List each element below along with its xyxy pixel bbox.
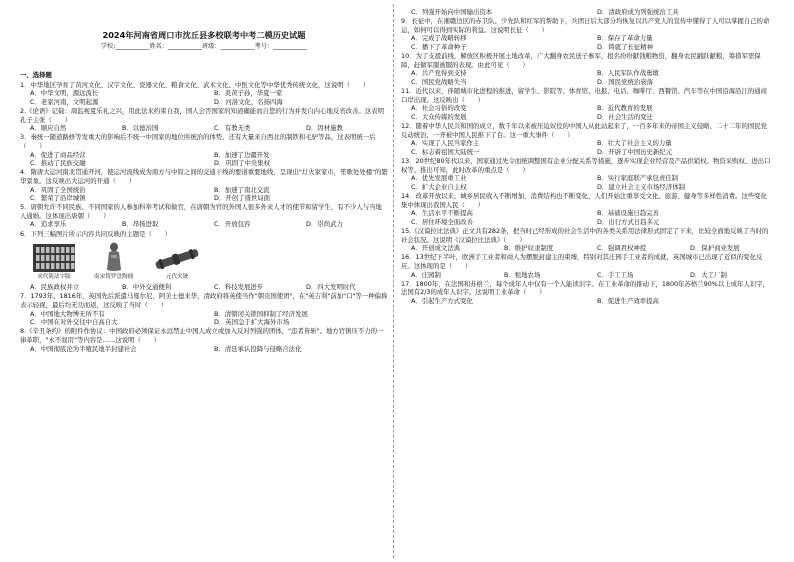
left-question-list [20, 81, 388, 354]
question-stem: 15.《汉谟拉比法典》正文共有282条，把当时已经形成的社会生活中的各类关系用法律形式固定了下来，比较全面地反映了当时的社会状况。这说明《汉谟拉比法典》（ ） [401, 227, 769, 244]
answer-option: D．大工厂制 [690, 270, 727, 279]
answer-option: A．生活水平不断提高 [411, 209, 473, 218]
answer-option: A．庄园制 [411, 270, 441, 279]
answer-option: B．炎黄子孙，华夏一家 [214, 89, 283, 98]
answer-option: C．有教无类 [214, 124, 251, 133]
answer-option: D．建立社会主义市场经济体制 [597, 182, 685, 191]
answer-option: B．租地农场 [504, 270, 541, 279]
section-heading: 一、选择题 [20, 71, 52, 79]
answer-option: A．中国地大物博无所不有 [30, 309, 105, 318]
answer-option: C．手工工场 [597, 270, 634, 279]
question [401, 8, 773, 17]
answer-option: B．人民军队作战勇敢 [597, 69, 659, 78]
question [401, 87, 773, 121]
question-stem: 12．随着中华人民共和国的成立，数千年以来被压迫奴役的中国人从此站起来了，一百多年来的帝国主义侵略、二十二年的国民党反动统治，一齐被中国人民推下了台。这一重大事件（ ） [401, 122, 768, 139]
answer-option: A．促进了商品经营 [30, 150, 86, 159]
option-list [401, 69, 773, 86]
option-list [20, 186, 388, 203]
answer-option: A．中国彻底沦为半殖民地半封建社会 [30, 344, 137, 353]
answer-option: A．开创成文法典 [411, 244, 461, 253]
answer-option: B．近代教育的发展 [597, 104, 653, 113]
answer-option: A．实现了人民当家作主 [411, 139, 480, 148]
question [20, 168, 388, 202]
answer-option: C．繁荣了沿岸城镇 [30, 194, 86, 203]
student-info-line: 学校:___________姓名：___________班级：___________考号：___________ [100, 43, 308, 50]
answer-option: C．大众传媒的发展 [411, 112, 467, 121]
figure-caption: 宋代简法字版 [37, 274, 71, 281]
question [401, 280, 773, 306]
answer-option: B．实行家庭联产承包责任制 [597, 174, 679, 183]
option-list [20, 310, 388, 327]
figure-caption: 南宋铸罗盘陶俑 [94, 274, 134, 281]
answer-option: C．播下了革命种子 [411, 42, 467, 51]
question [401, 17, 773, 51]
answer-option: A．共产党得到支持 [411, 69, 467, 78]
figure [151, 245, 203, 281]
left-column [20, 8, 388, 556]
answer-option: D．社会生活的变迁 [597, 112, 654, 121]
question-stem: 14．改革开放以来，城乡居民收入不断增加，消费结构也不断变化，人们开始注重享受文化、旅游、健身等多样性消费。这些变化集中体现出我国人民（ ） [401, 192, 768, 209]
question [401, 227, 773, 253]
option-list [401, 297, 773, 306]
figure-row [32, 241, 388, 281]
option-list [20, 283, 388, 292]
question [401, 52, 773, 86]
option-list [401, 104, 773, 121]
answer-option: A．中华文明，源远流长 [30, 89, 99, 98]
answer-option: D．开创了盛世局面 [214, 194, 271, 203]
question-stem: 17．1800年，在法国和苏格兰，每个成年人中仅有一个人能读识字。在工业革命的推动下，1800年苏格兰90%以上成年人识字，法国有2/3的成年人识字。这说明工业革命（ ） [401, 279, 770, 297]
answer-option: A．顺应自然 [30, 124, 67, 133]
answer-option: C．开放包容 [214, 220, 251, 229]
question-stem: 2.《论语》记载：周监视夏乐礼之兴，用此法来约束自我，国人会否国家的知道确能而自您的行为并发自内心地反省改善。这表明孔子主张（ ） [20, 106, 384, 124]
answer-option: D．河洛文化，名扬四海 [214, 97, 283, 106]
option-list [20, 124, 388, 133]
question-stem: 7．1793年、1816年，英国先后派遣马戛尔尼、阿美士德来华，清政府将英使当作"朝贡国使团"，在"英吉利"前加"口"等一种偏称表示轻视，最后均无功而返，这反映了当时（ ） [20, 292, 388, 310]
answer-option: B．昂扬进取 [122, 220, 159, 229]
question [401, 122, 773, 156]
question-stem: 9．长征中，在湘赣边区的赤卫队、少先队和红军的帮助下，兵团日后大部分均恢复以共产党人的宣传中懂得了人可以掌握自己的命运，如何可以得到实际的利益。这说明长征（ ） [401, 17, 770, 34]
question [20, 327, 388, 353]
artifact-image [101, 241, 127, 273]
answer-option: A．完成了战略转移 [411, 34, 467, 43]
answer-option: C．科技发展进步 [214, 283, 264, 292]
answer-option: B．维护奴隶制度 [504, 244, 554, 253]
answer-option: C．中国在对外交往中自高自大 [30, 318, 118, 327]
right-question-list [401, 8, 773, 306]
answer-option: A．优先发展重工业 [411, 174, 467, 183]
question-stem: 1．中华地区孕育了黄河文化、汉字文化、瓷器文化、粮食文化、武术文化、中医文化等中华优秀传统文化，这说明（ ） [20, 80, 370, 89]
answer-option: D．开辟了中国历史新纪元 [597, 147, 673, 156]
question-stem: 3．秦统一随道路修等发重大的影响后不统一中国家的地位所统治的体势，还有大量来自西北的制铁和毛驴等品，这表明统一后（ ） [20, 133, 376, 150]
answer-option: A．引起生产方式变化 [411, 296, 473, 305]
answer-option: B．中外交通便利 [122, 283, 172, 292]
question [20, 107, 388, 133]
answer-option: A．社会习俗的改变 [411, 104, 467, 113]
answer-option: B．基础设施日趋完善 [597, 209, 659, 218]
question [20, 81, 388, 107]
question-stem: 10．为了支援前线，解放区积极开展土地改革，广大翻身农民送子参军，报名纷纷献钱粮物资，翻身农民踊跃献粮，筹措军需保障，赶做军服被服的表现。由此可见（ ） [401, 52, 761, 69]
option-list [20, 89, 388, 106]
question [20, 230, 388, 292]
question-stem: 11．近代以来，伴随城市化进程的推进，留学生、影院等、体育馆、电报、电话、咖啡厅、西餐馆、汽车等在中国沿海沿江的通商口岸出现。这反映出（ ） [401, 87, 768, 104]
answer-option: B．保存了革命力量 [597, 34, 653, 43]
answer-option: B．加速了南北交流 [214, 185, 270, 194]
answer-option: B．以德治国 [122, 124, 159, 133]
answer-option: A．追求享乐 [30, 220, 67, 229]
option-list [401, 34, 773, 51]
figure [94, 241, 133, 281]
answer-option: C．强调君权神授 [597, 244, 647, 253]
option-list [20, 220, 388, 229]
answer-option: D．英国急于扩大海外市场 [214, 318, 290, 327]
option-list [401, 8, 773, 17]
answer-option: D．巩固了中央集权 [214, 159, 271, 168]
column-divider [393, 4, 394, 558]
answer-option: D．国民党统治衰落 [597, 77, 654, 86]
option-list [20, 345, 388, 354]
answer-option: B．促进生产效率提高 [597, 296, 659, 305]
answer-option: B．壮大了社会主义的力量 [597, 139, 672, 148]
question [20, 292, 388, 326]
answer-option: C．扩大企业自主权 [411, 182, 467, 191]
answer-option: D．保护商业发展 [690, 244, 740, 253]
answer-option: D．崇尚武力 [306, 220, 343, 229]
question-stem: 4．隋唐大运河南北贯通开河，使运河流线成为南方与中原之间的交通干线的要道重要地线，呈现出"灯火家家市，笙歌处处楼"的繁华景象。这反映出大运河的开通（ ） [20, 168, 388, 185]
option-list [401, 244, 773, 253]
answer-option: C．列强开始向中国输出资本 [411, 8, 493, 16]
answer-option: C．标志着祖国大陆统一 [411, 147, 480, 156]
right-column [401, 8, 773, 556]
question [20, 133, 388, 167]
exam-title: 2024年河南省周口市沈丘县多校联考中考二模历史试题 [102, 30, 306, 40]
question-stem: 5．唐朝允许不同民族、不同国家的人参加科举考试和做官，在唐朝为官的外国人很多外来人才的使节和留学生，有不少人与当地人通婚。这体现出唐朝（ ） [20, 203, 382, 220]
figure [32, 243, 76, 281]
option-list [401, 271, 773, 280]
answer-option: B．加速了边疆开发 [214, 150, 270, 159]
answer-option: C．国民党战略失当 [411, 77, 467, 86]
answer-option: D．铸就了长征精神 [597, 42, 654, 51]
answer-option: D．出行方式日趋多元 [597, 217, 660, 226]
question-stem: 6．下列三幅图片所示内容共同反映的主题是（ ） [20, 229, 172, 238]
question [401, 157, 773, 191]
option-list [401, 139, 773, 156]
question-stem: 13．20世纪80年代以来，国家通过先令而统调整国有企业分配关系等措施，逐步实现企业经营及产品供销权、物资采购权、进出口权等。推出可知，此时改革的重点是（ ） [401, 157, 771, 174]
answer-option: D．因材施教 [306, 124, 343, 133]
answer-option: C．居住环境全面改善 [411, 217, 473, 226]
answer-option: B．清朝闭关锁国抑制了经济发展 [214, 309, 308, 318]
answer-option: C．老家河南，文明起源 [30, 97, 99, 106]
option-list [401, 174, 773, 191]
question-stem: 8.《辛丑条约》的附件作协议：中国政府必须保证永远禁止中国人成立或加入反对列强的团体，"违者皆斩"。地方官镇压不力的一律革职，"永不叙用"等内容是……这说明（ ） [20, 327, 384, 344]
question [401, 253, 773, 279]
answer-option: C．推动了民族交融 [30, 159, 86, 168]
question [401, 192, 773, 226]
answer-option: A．巩固了全国统治 [30, 185, 86, 194]
question-stem: 16．13世纪下半叶，欧洲手工业者和商人为摆脱封建主的束缚，特别对其庄园手工业者的成就，英国城市已出现了近似的变化反应。这体现的是（ ） [401, 253, 763, 270]
answer-option: A．民族政权并立 [30, 283, 80, 292]
artifact-image [32, 243, 76, 273]
answer-option: D．清政府成为列强统治工具 [597, 8, 679, 16]
answer-option: B．清廷承认投降与侵略合法化 [214, 344, 302, 353]
answer-option: D．四大发明时代 [306, 283, 356, 292]
figure-caption: 元代火铳 [165, 274, 189, 281]
option-list [401, 209, 773, 226]
option-list [20, 151, 388, 168]
artifact-image [151, 245, 203, 273]
question [20, 203, 388, 229]
